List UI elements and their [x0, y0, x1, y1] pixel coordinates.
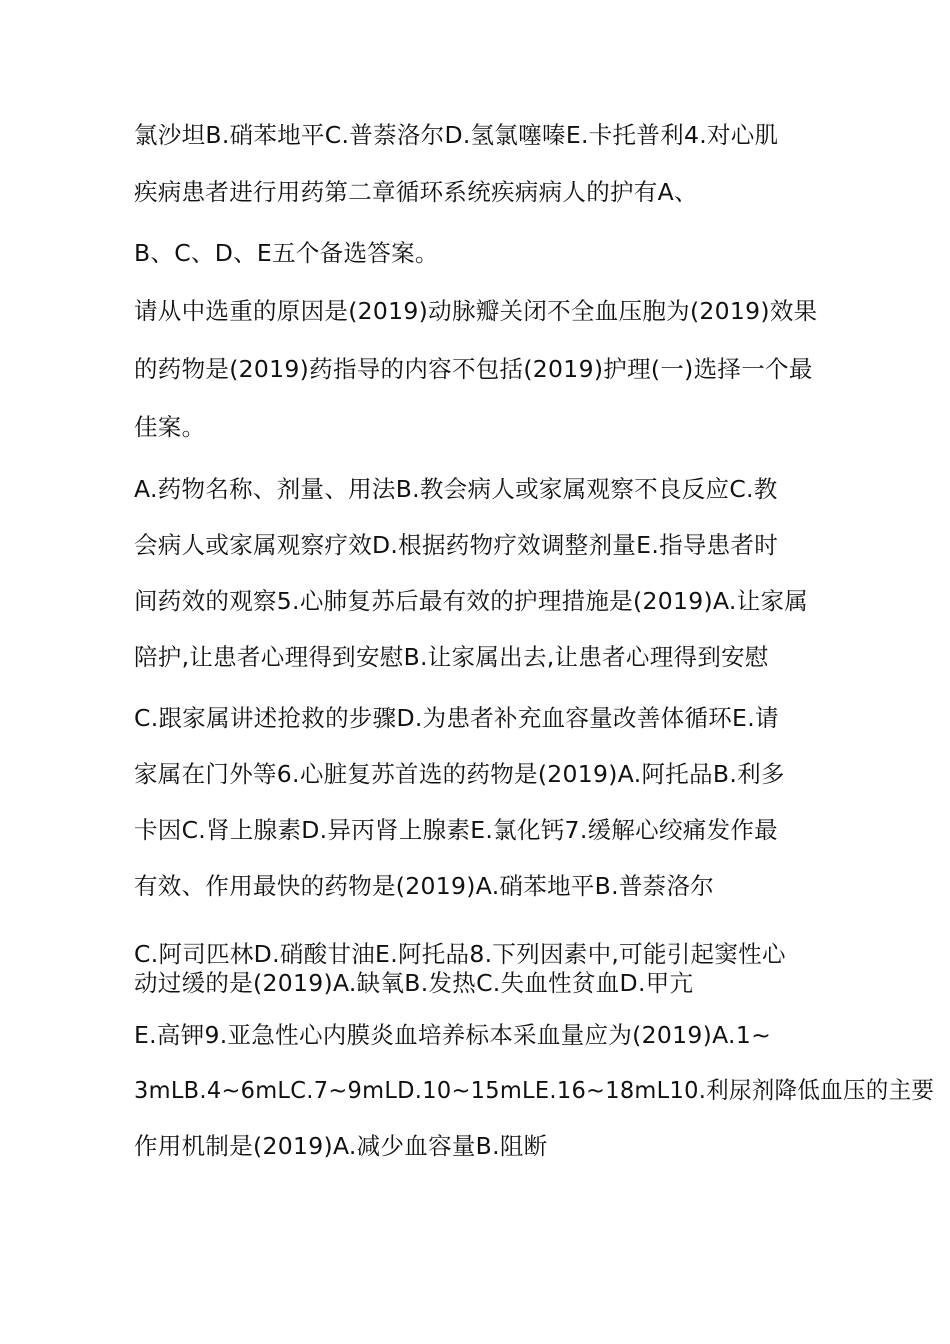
- text-line: E.高钾9.亚急性心内膜炎血培养标本采血量应为(2019)A.1~: [134, 1021, 772, 1049]
- text-line: 家属在门外等6.心脏复苏首选的药物是(2019)A.阿托品B.利多: [134, 760, 785, 788]
- text-line: 卡因C.肾上腺素D.异丙肾上腺素E.氯化钙7.缓解心绞痛发作最: [134, 816, 778, 844]
- text-line: B、C、D、E五个备选答案。: [134, 239, 439, 267]
- text-line: 作用机制是(2019)A.减少血容量B.阻断: [134, 1132, 548, 1160]
- text-line: 动过缓的是(2019)A.缺氧B.发热C.失血性贫血D.甲亢: [134, 969, 694, 997]
- text-line: C.跟家属讲述抢救的步骤D.为患者补充血容量改善体循环E.请: [134, 704, 779, 732]
- text-line: 3mLB.4~6mLC.7~9mLD.10~15mLE.16~18mL10.利尿剂降低血压的主要: [134, 1076, 935, 1104]
- text-line: 疾病患者进行用药第二章循环系统疾病病人的护有A、: [134, 178, 698, 206]
- text-line: 陪护,让患者心理得到安慰B.让家属出去,让患者心理得到安慰: [134, 643, 769, 671]
- text-line: C.阿司匹林D.硝酸甘油E.阿托品8.下列因素中,可能引起窦性心: [134, 940, 786, 968]
- text-line: 佳案。: [134, 413, 206, 441]
- text-line: 的药物是(2019)药指导的内容不包括(2019)护理(一)选择一个最: [134, 355, 813, 383]
- text-line: A.药物名称、剂量、用法B.教会病人或家属观察不良反应C.教: [134, 475, 778, 503]
- text-line: 有效、作用最快的药物是(2019)A.硝苯地平B.普萘洛尔: [134, 872, 715, 900]
- text-line: 会病人或家属观察疗效D.根据药物疗效调整剂量E.指导患者时: [134, 531, 779, 559]
- text-line: 氯沙坦B.硝苯地平C.普萘洛尔D.氢氯噻嗪E.卡托普利4.对心肌: [134, 121, 779, 149]
- text-line: 请从中选重的原因是(2019)动脉瓣关闭不全血压胞为(2019)效果: [134, 297, 818, 325]
- text-line: 间药效的观察5.心肺复苏后最有效的护理措施是(2019)A.让家属: [134, 587, 809, 615]
